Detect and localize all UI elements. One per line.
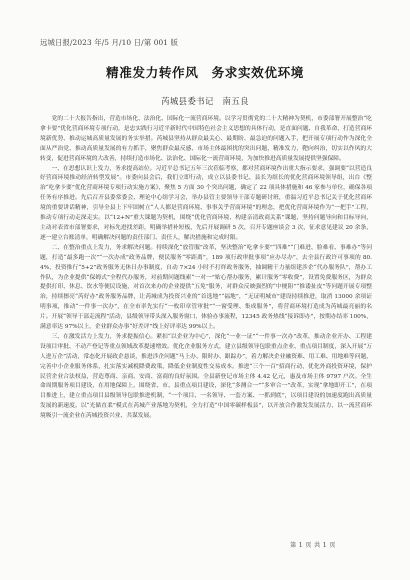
article-title: 精准发力转作风 务求实效优环境	[106, 65, 304, 80]
paragraph: 党的二十大报告指出，营造市场化、法治化、国际化一流营商环境。以学习贯彻党的二十大精神为契机，市委部署开展整治“吃拿卡要”优化营商环境专项行动，是忠实践行习近平新时代中国特色社会主义思想的具体行动，是直面问题、自我革命，打造营商环境新优势、推动运城高质量发展的务实举措。芮城县坚持从群众最关心、最期盼、最急迫的问题入手，把开展专项行动作为深化全面从严治党、推动高质量发展的有力抓手，聚焦群众最反感、市场主体最困扰的突出问题，精准发力，靶向纠治，切实以作风的大转变，促进营商环境的大改善，持续打造市场化、法治化、国际化一流营商环境，为加快推进高质量发展提供坚强保障。	[40, 116, 372, 162]
paragraph: 二、在整治重点上发力，务求解决问题。持续深化“放管服”改革，坚决整治“吃拿卡要”“四难”“门难进、脸难看、事难办”等问题，打造“最多跑一次”“一次办成”政务品牌，便民服务“零距离”，189 项行政审批事项“应办尽办”，去全县行政许可事项的 80.4%，投资推行“5+2”政务服务无休日办事制度，自动 7×24 小时不打烊政务服务，抽调精干力量组建涉企“代办服务队”，帮办工作队，为企业提供“保姆式”全程代办服务，对前期问题线索“一对一”贴心帮办服务，累计服务“零收费”，设置免费服务区，为群众提供打印、休息、饮水等便民设施，对首次来办的企业提供“五免”服务，对群众反映强烈的“中梗阻”“推诿扯皮”等问题开展专项整治，持续擦亮“芮好办”政务服务品牌，让芮城成为投资兴业的“首选地”“福地”，“无证明城市”建设持续推进，取消 13000 余项证明事项，推动“一件事一次办”，在全市率先实行“一枚印章管审批”“一窗受理、集成服务”，将营商环境打造成为芮城最亮丽的名片。开展“领导干部走流程”活动，县级领导带头深入服务窗口，体验办事流程，12345 政务热线“接诉即办”，按期办结率 100%，满意率达 97%以上，企业群众办事“好差评”线上好评率达 99%以上。	[40, 244, 372, 331]
source-line: 远城日报/2023 年/5 月/10 日/第 001 版	[40, 38, 179, 47]
page-number: 第 1 页 共 1 页	[290, 542, 336, 549]
paragraph: 一、在思想认识上发力，务求提高站位。习近平总书记五年三次莅临考察，都对营商环境作出重大指示要求，强调要“以营造良好营商环境推动经济转型发展”。市委向县会后，我们立即行动，成立以县委书记、县长为组长的优化营商环境领导组，出台《整治“吃拿卡要”优化营商环境专项行动实施方案》，聚焦 5 方面 30 个突出问题，确定了 22 项具体措施和 46 家参与单位，确保各项任务有序推进。先后召开县委常委会、理论中心组学习会，举办县管主要领导干部专题研讨班，重温习近平总书记关于优化营商环境的重要讲话精神，引导全县上下牢固树立“人人都是营商环境、事事关乎营商环境”的理念，把优化营商环境作为“一把手”工程，推动专项行动走深走实。以“12+N”重大课题为契机，围绕“优化营商环境、构建亲清政商关系”课题，坚持问题导向和目标导向，主动对表省市部署要求，对标先进找差距，明确举措补短板，先后开展调研 5 次，召开专题座谈会 3 次，征求意见建议 20 余条，逐一建立台账清单，明确解决问题的责任部门、责任人，解决措施和完成时限。	[40, 165, 372, 241]
article-body	[40, 115, 372, 515]
paragraph: 三、在激发活力上发力，务求提振信心。紧扣“以企业为中心”，深化“一业一证”“一件事一次办”改革，推动企业开办、工程建设项目审批、不动产登记等重点领域改革提速增效。优化企业服务方式，建立县级领导包联重点企业、重点项目制度，深入开展“万人进万企”活动，常态化开展政企恳谈，推进涉企问题“马上办、限时办、跟踪办”，着力解决企业融资难、用工难、用地难等问题，完善中小企业服务体系，扎实落实减税降费政策，降低企业制度性交易成本。推进“三个一百”招商行动，优化外商投资环境，保护民营企业合法权益，营造尊商、亲商、安商、富商的良好氛围。全县新登记市场主体 4.42 亿元，惠及市场主体 9797 户次。全生命周期服务项目建设，在用地保障上，围绕省、市、县重点项目建设，深化“多测合一”“多审合一”改革，实现“拿地即开工”，在项目推进上，建立重点项目县级领导包联推进机制，“一个项目、一名领导、一套方案、一抓到底”，以项目建设的加速度跑出高质量发展的新速度。以“光储直柔”模式在芮城产业落地为契机，全力打造“中国零碳样板县”，以开放合作激发发展活力，以一流营商环境吸引一流企业在芮城投资兴业、共谋发展。	[40, 333, 372, 420]
article-byline: 芮城县委书记 南五良	[161, 96, 249, 106]
